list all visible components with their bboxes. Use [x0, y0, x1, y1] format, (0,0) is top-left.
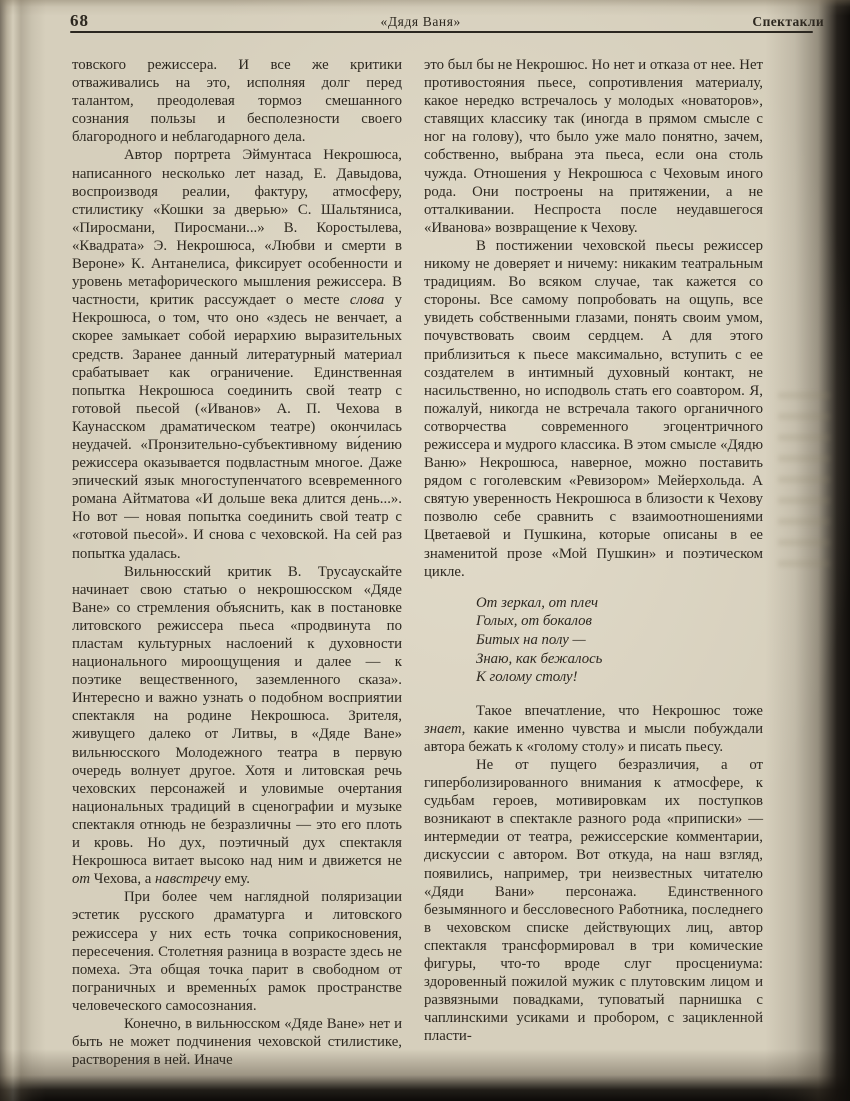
emphasized-text: навстречу — [155, 871, 221, 888]
poem-line: От зеркал, от плеч — [476, 594, 599, 611]
left-column — [72, 56, 402, 1069]
right-column — [424, 56, 763, 1045]
poem-line: Знаю, как бежалось — [476, 650, 603, 667]
body-text: В постижении чеховской пьесы режиссер никому не доверяет и ничему: никаким театральным традициям. Во всяком случае, так кажется со стороны. Все самому попробовать на ощупь, все увидеть собственными глазами, понять своим умом, почувствовать своим сердцем. А для этого приблизиться к пьесе максимально, вступить с ее создателем в интимный духовный контакт, не насильственно, но исподволь стать его соавтором. Я, пожалуй, никогда не встречала такого органичного сотворчества современного эгоцентричного режиссера и мудрого классика. В этом смысле «Дядю Ваню» Некрошюса, наверное, можно поставить рядом с гоголевским «Ревизором» Мейерхольда. А святую уверенность Некрошюса в близости к Чехову позволю себе сравнить с взаимоотношениями Цветаевой и Пушкина, которые описаны в ее знаменитой прозе «Мой Пушкин» и поэтическом цикле. — [424, 237, 763, 580]
running-title: «Дядя Ваня» — [380, 14, 461, 29]
paragraph — [72, 563, 402, 889]
body-text: у Некрошюса, о том, что оно «здесь не венчает, а скорее замыкает собой иерархию выразительных средств. Заранее данный литературный материал срабатывает как ограничение. Единственная попытка Некрошюса соединить свой театр с готовой пьесой («Иванов» А. П. Чехова в Каунасском драматическом театре) окончилась неудачей. «Пронзительно-субъективному ви́дению режиссера оказывается подвластным многое. Даже эпический язык многоступенчатого всевременного романа Айтматова «И дольше века длится день...». Но вот — новая попытка соединить свой театр с «готовой пьесой». И снова с чеховской. На сей раз попытка удалась. — [72, 292, 402, 562]
body-text: товского режиссера. И все же критики отваживались на это, исполняя долг перед талантом, преодолевая тормоз смешанного сознания пользы и бесполезности своего благородного и неблагодарного дела. — [72, 57, 402, 146]
emphasized-text: слова — [349, 292, 385, 309]
header-rule — [70, 31, 813, 33]
body-text: Вильнюсский критик В. Трусаускайте начинает свою статью о некрошюсском «Дяде Ване» со стремления объяснить, как в постановке литовского режиссера пьеса «продвинута по пластам культурных наслоений к духовности национального мироощущения и далее — к поэтике вещественного, заземленного сказа». Интересно и важно узнать о подобном восприятии спектакля на родине Некрошюса. Зрителя, живущего далеко от Литвы, в «Дяде Ване» вильнюсского Молодежного театра в первую очередь волнует другое. Хотя и литовская речь чеховских персонажей и уловимые очертания национальных традиций в сценографии и музыке спектакля отнюдь не безразличны — это его плоть и кровь. Но дух, поэтичный дух спектакля Некрошюса витает высоко над ним и движется не — [72, 563, 402, 870]
page-number: 68 — [70, 11, 89, 30]
poem-quote — [476, 594, 763, 687]
paragraph — [424, 56, 763, 237]
paragraph — [424, 237, 763, 581]
page-header — [70, 11, 824, 31]
poem-line: Битых на полу — — [476, 631, 586, 648]
body-text: Автор портрета Эймунтаса Некрошюса, написанного несколько лет назад, Е. Давыдова, воспроизводя реалии, фактуру, атмосферу, стилистику «Кошки за дверью» С. Шальтяниса, «Пиросмани, Пиросмани...» В. Коростылева, «Квадрата» Э. Некрошюса, «Любви и смерти в Вероне» К. Антанелиса, фиксирует особенности и уровень метафорического мышления режиссера. В частности, критик рассуждает о месте — [72, 147, 402, 309]
body-text: это был бы не Некрошюс. Но нет и отказа от нее. Нет противостояния пьесе, сопротивления материалу, какое нередко встречалось у молодых «новаторов», ставящих классику так (иногда в прямом смысле с ног на голову), что было уже мало понятно, зачем, собственно, выбрана эта пьеса, если она столь чужда. Отношения у Некрошюса с Чеховым иного рода. Они построены на притяжении, а не отталкивании. Неспроста после неудавшегося «Иванова» возвращение к Чехову. — [424, 57, 763, 236]
show-through-ghost-text — [778, 392, 830, 567]
emphasized-text: от — [72, 871, 91, 888]
emphasized-text: знает — [424, 720, 462, 737]
body-text: Чехова, а — [90, 871, 156, 888]
body-text: Конечно, в вильнюсском «Дяде Ване» нет и быть не может подчинения чеховской стилистике, растворения в ней. Иначе — [72, 1015, 402, 1069]
paragraph — [72, 56, 402, 146]
body-text: Такое впечатление, что Некрошюс тоже — [476, 702, 763, 719]
poem-line: К голому столу! — [476, 669, 578, 686]
poem-line: Голых, от бокалов — [476, 613, 592, 630]
body-text: , какие именно чувства и мысли побуждали автора бежать к «голому столу» и писать пьесу. — [424, 720, 763, 755]
paragraph — [424, 702, 763, 756]
section-title: Спектакли — [752, 14, 824, 29]
paragraph — [72, 1015, 402, 1069]
paragraph — [424, 756, 763, 1046]
paragraph — [72, 146, 402, 562]
paragraph — [72, 888, 402, 1015]
body-text: Не от пущего безразличия, а от гиперболизированного внимания к атмосфере, к судьбам героев, мотивировкам их поступков возникают в спектакле разного рода «приписки» — интермедии от театра, режиссерские комментарии, дискуссии с автором. Вот откуда, на наш взгляд, появились, например, три неизвестных читателю «Дяди Вани» персонажа. Единственного безымянного и бессловесного Работника, последнего в чеховском списке действующих лиц, автор спектакля трансформировал в три комические фигуры, что-то вроде слуг просцениума: здоровенный пожилой мужик с плутовским лицом и развязными повадками, туповатый парнишка с чаплинскими усиками и пробором, с зацикленной пласти- — [424, 756, 763, 1045]
body-text: ему. — [220, 871, 250, 888]
body-text: При более чем наглядной поляризации эстетик русского драматурга и литовского режиссера у них есть точка соприкосновения, пересечения. Столетняя разница в возрасте здесь не помеха. Эта общая точка парит в свободном от пограничных и временны́х рамок пространстве человеческого самосознания. — [72, 889, 402, 1014]
